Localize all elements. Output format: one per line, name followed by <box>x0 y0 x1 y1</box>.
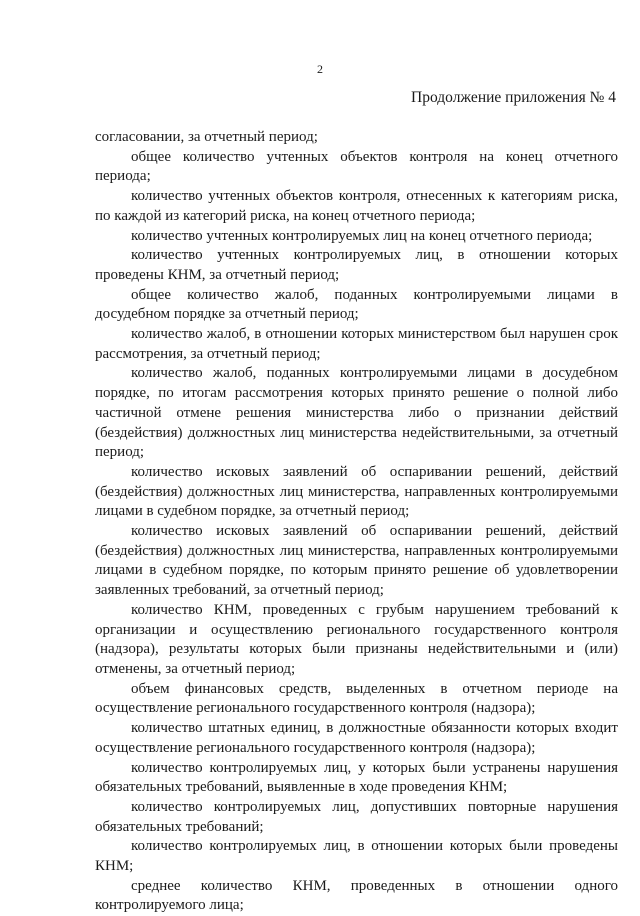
paragraph: количество контролируемых лиц, у которых были устранены нарушения обязательных требований, выявленные в ходе проведения КНМ; <box>95 759 618 796</box>
paragraph: количество КНМ, проведенных с грубым нарушением требований к организации и осуществлению регионального государственного контроля (надзора), результаты которых были признаны недействительными и (или) отменены, за отчетный период; <box>95 601 618 677</box>
document-body <box>95 128 618 916</box>
paragraph: общее количество жалоб, поданных контролируемыми лицами в досудебном порядке за отчетный период; <box>95 286 618 323</box>
appendix-continuation-header: Продолжение приложения № 4 <box>411 89 616 106</box>
paragraph: количество контролируемых лиц, допустивших повторные нарушения обязательных требований; <box>95 798 618 835</box>
paragraph: количество штатных единиц, в должностные обязанности которых входит осуществление регионального государственного контроля (надзора); <box>95 720 618 756</box>
paragraph: среднее количество КНМ, проведенных в отношении одного контролируемого лица; <box>95 877 618 914</box>
paragraph: количество контролируемых лиц, в отношении которых были проведены КНМ; <box>95 838 618 875</box>
paragraph: количество учтенных объектов контроля, отнесенных к категориям риска, по каждой из категорий риска, на конец отчетного периода; <box>95 188 618 224</box>
paragraph: количество исковых заявлений об оспаривании решений, действий (бездействия) должностных лиц министерства, направленных контролируемыми лицами в судебном порядке, за отчетный период; <box>95 463 618 520</box>
paragraph: количество исковых заявлений об оспаривании решений, действий (бездействия) должностных лиц министерства, направленных контролируемыми лицами в судебном порядке, по которым принято решение об удовлетворении заявленных требований, за отчетный период; <box>95 523 618 599</box>
paragraph: количество учтенных контролируемых лиц на конец отчетного периода; <box>131 227 593 244</box>
paragraph: количество учтенных контролируемых лиц, в отношении которых проведены КНМ, за отчетный период; <box>95 247 618 283</box>
paragraph: общее количество учтенных объектов контроля на конец отчетного периода; <box>95 148 618 185</box>
paragraph: объем финансовых средств, выделенных в отчетном периоде на осуществление регионального государственного контроля (надзора); <box>95 680 618 717</box>
page-number: 2 <box>317 62 323 76</box>
paragraph: количество жалоб, поданных контролируемыми лицами в досудебном порядке, по итогам рассмотрения которых принято решение о полной либо частичной отмене решения министерства либо о признании действий (бездействия) должностных лиц министерства недействительными, за отчетный период; <box>95 365 618 461</box>
paragraph: количество жалоб, в отношении которых министерством был нарушен срок рассмотрения, за отчетный период; <box>95 326 618 362</box>
paragraph: согласовании, за отчетный период; <box>95 129 318 145</box>
